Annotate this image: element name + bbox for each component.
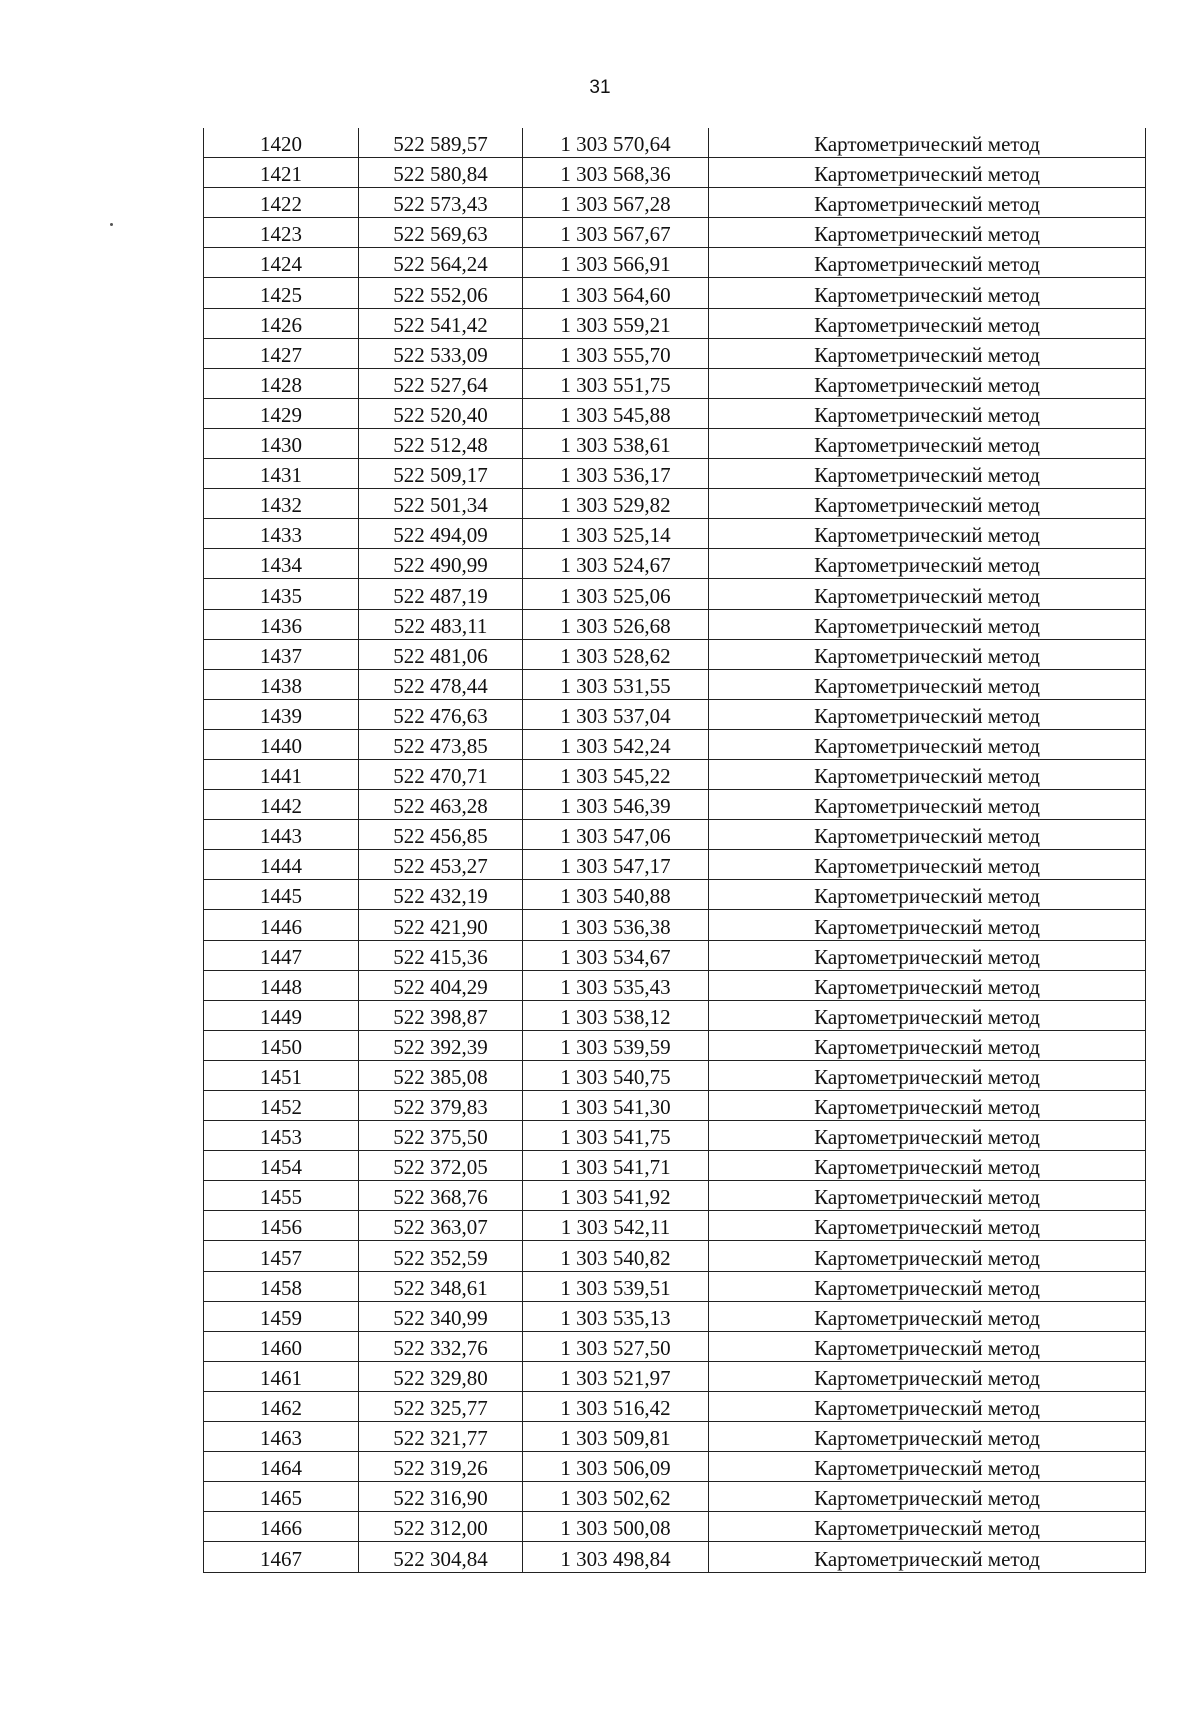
x-coordinate-cell: 522 473,85	[359, 729, 523, 759]
point-number-cell: 1461	[204, 1361, 359, 1391]
y-coordinate-cell: 1 303 546,39	[523, 790, 709, 820]
y-coordinate-cell: 1 303 525,06	[523, 579, 709, 609]
x-coordinate-cell: 522 385,08	[359, 1060, 523, 1090]
y-coordinate-cell: 1 303 538,61	[523, 428, 709, 458]
method-cell: Картометрический метод	[709, 459, 1146, 489]
y-coordinate-cell: 1 303 527,50	[523, 1331, 709, 1361]
x-coordinate-cell: 522 372,05	[359, 1151, 523, 1181]
point-number-cell: 1458	[204, 1271, 359, 1301]
x-coordinate-cell: 522 527,64	[359, 368, 523, 398]
method-cell: Картометрический метод	[709, 729, 1146, 759]
y-coordinate-cell: 1 303 528,62	[523, 639, 709, 669]
y-coordinate-cell: 1 303 541,92	[523, 1181, 709, 1211]
y-coordinate-cell: 1 303 567,67	[523, 218, 709, 248]
table-row	[204, 579, 1146, 609]
y-coordinate-cell: 1 303 537,04	[523, 699, 709, 729]
y-coordinate-cell: 1 303 502,62	[523, 1482, 709, 1512]
table-row	[204, 1091, 1146, 1121]
x-coordinate-cell: 522 564,24	[359, 248, 523, 278]
point-number-cell: 1446	[204, 910, 359, 940]
x-coordinate-cell: 522 453,27	[359, 850, 523, 880]
table-row	[204, 1030, 1146, 1060]
y-coordinate-cell: 1 303 541,71	[523, 1151, 709, 1181]
method-cell: Картометрический метод	[709, 850, 1146, 880]
point-number-cell: 1432	[204, 489, 359, 519]
method-cell: Картометрический метод	[709, 1452, 1146, 1482]
page-number: 31	[589, 77, 611, 98]
point-number-cell: 1450	[204, 1030, 359, 1060]
table-row	[204, 940, 1146, 970]
y-coordinate-cell: 1 303 567,28	[523, 188, 709, 218]
table-row	[204, 1060, 1146, 1090]
point-number-cell: 1429	[204, 398, 359, 428]
y-coordinate-cell: 1 303 524,67	[523, 549, 709, 579]
point-number-cell: 1426	[204, 308, 359, 338]
table-row	[204, 489, 1146, 519]
method-cell: Картометрический метод	[709, 1271, 1146, 1301]
method-cell: Картометрический метод	[709, 1091, 1146, 1121]
method-cell: Картометрический метод	[709, 158, 1146, 188]
point-number-cell: 1451	[204, 1060, 359, 1090]
point-number-cell: 1442	[204, 790, 359, 820]
method-cell: Картометрический метод	[709, 1482, 1146, 1512]
x-coordinate-cell: 522 340,99	[359, 1301, 523, 1331]
point-number-cell: 1435	[204, 579, 359, 609]
y-coordinate-cell: 1 303 540,75	[523, 1060, 709, 1090]
x-coordinate-cell: 522 363,07	[359, 1211, 523, 1241]
y-coordinate-cell: 1 303 545,88	[523, 398, 709, 428]
x-coordinate-cell: 522 463,28	[359, 790, 523, 820]
method-cell: Картометрический метод	[709, 128, 1146, 158]
y-coordinate-cell: 1 303 539,51	[523, 1271, 709, 1301]
table-row	[204, 1422, 1146, 1452]
table-row	[204, 1181, 1146, 1211]
method-cell: Картометрический метод	[709, 549, 1146, 579]
x-coordinate-cell: 522 421,90	[359, 910, 523, 940]
y-coordinate-cell: 1 303 521,97	[523, 1361, 709, 1391]
x-coordinate-cell: 522 589,57	[359, 128, 523, 158]
x-coordinate-cell: 522 304,84	[359, 1542, 523, 1572]
table-row	[204, 820, 1146, 850]
y-coordinate-cell: 1 303 509,81	[523, 1422, 709, 1452]
table-row	[204, 699, 1146, 729]
point-number-cell: 1453	[204, 1121, 359, 1151]
method-cell: Картометрический метод	[709, 218, 1146, 248]
method-cell: Картометрический метод	[709, 1512, 1146, 1542]
table-row	[204, 1301, 1146, 1331]
x-coordinate-cell: 522 332,76	[359, 1331, 523, 1361]
method-cell: Картометрический метод	[709, 489, 1146, 519]
method-cell: Картометрический метод	[709, 1542, 1146, 1572]
y-coordinate-cell: 1 303 535,43	[523, 970, 709, 1000]
method-cell: Картометрический метод	[709, 248, 1146, 278]
table-row	[204, 970, 1146, 1000]
y-coordinate-cell: 1 303 534,67	[523, 940, 709, 970]
point-number-cell: 1467	[204, 1542, 359, 1572]
table-row	[204, 368, 1146, 398]
table-row	[204, 639, 1146, 669]
method-cell: Картометрический метод	[709, 1331, 1146, 1361]
point-number-cell: 1448	[204, 970, 359, 1000]
table-row	[204, 1512, 1146, 1542]
method-cell: Картометрический метод	[709, 368, 1146, 398]
table-row	[204, 398, 1146, 428]
x-coordinate-cell: 522 415,36	[359, 940, 523, 970]
x-coordinate-cell: 522 316,90	[359, 1482, 523, 1512]
x-coordinate-cell: 522 478,44	[359, 669, 523, 699]
table-row	[204, 459, 1146, 489]
y-coordinate-cell: 1 303 545,22	[523, 759, 709, 789]
y-coordinate-cell: 1 303 551,75	[523, 368, 709, 398]
table-row	[204, 338, 1146, 368]
x-coordinate-cell: 522 512,48	[359, 428, 523, 458]
table-row	[204, 1121, 1146, 1151]
point-number-cell: 1440	[204, 729, 359, 759]
method-cell: Картометрический метод	[709, 609, 1146, 639]
y-coordinate-cell: 1 303 542,11	[523, 1211, 709, 1241]
table-row	[204, 218, 1146, 248]
x-coordinate-cell: 522 329,80	[359, 1361, 523, 1391]
point-number-cell: 1430	[204, 428, 359, 458]
point-number-cell: 1465	[204, 1482, 359, 1512]
x-coordinate-cell: 522 456,85	[359, 820, 523, 850]
table-row	[204, 1542, 1146, 1572]
x-coordinate-cell: 522 552,06	[359, 278, 523, 308]
point-number-cell: 1463	[204, 1422, 359, 1452]
point-number-cell: 1444	[204, 850, 359, 880]
x-coordinate-cell: 522 312,00	[359, 1512, 523, 1542]
y-coordinate-cell: 1 303 570,64	[523, 128, 709, 158]
x-coordinate-cell: 522 494,09	[359, 519, 523, 549]
table-row	[204, 1151, 1146, 1181]
x-coordinate-cell: 522 501,34	[359, 489, 523, 519]
x-coordinate-cell: 522 368,76	[359, 1181, 523, 1211]
point-number-cell: 1421	[204, 158, 359, 188]
table-row	[204, 759, 1146, 789]
y-coordinate-cell: 1 303 555,70	[523, 338, 709, 368]
table-row	[204, 790, 1146, 820]
table-row	[204, 519, 1146, 549]
y-coordinate-cell: 1 303 531,55	[523, 669, 709, 699]
y-coordinate-cell: 1 303 568,36	[523, 158, 709, 188]
coordinates-table	[203, 128, 1146, 1573]
point-number-cell: 1437	[204, 639, 359, 669]
coordinates-table-body	[204, 128, 1146, 1572]
y-coordinate-cell: 1 303 525,14	[523, 519, 709, 549]
point-number-cell: 1457	[204, 1241, 359, 1271]
y-coordinate-cell: 1 303 516,42	[523, 1391, 709, 1421]
point-number-cell: 1466	[204, 1512, 359, 1542]
method-cell: Картометрический метод	[709, 699, 1146, 729]
y-coordinate-cell: 1 303 540,82	[523, 1241, 709, 1271]
table-row	[204, 549, 1146, 579]
method-cell: Картометрический метод	[709, 338, 1146, 368]
x-coordinate-cell: 522 319,26	[359, 1452, 523, 1482]
y-coordinate-cell: 1 303 559,21	[523, 308, 709, 338]
point-number-cell: 1452	[204, 1091, 359, 1121]
point-number-cell: 1434	[204, 549, 359, 579]
x-coordinate-cell: 522 375,50	[359, 1121, 523, 1151]
table-row	[204, 1452, 1146, 1482]
y-coordinate-cell: 1 303 526,68	[523, 609, 709, 639]
method-cell: Картометрический метод	[709, 1181, 1146, 1211]
x-coordinate-cell: 522 398,87	[359, 1000, 523, 1030]
table-row	[204, 1241, 1146, 1271]
x-coordinate-cell: 522 573,43	[359, 188, 523, 218]
y-coordinate-cell: 1 303 540,88	[523, 880, 709, 910]
method-cell: Картометрический метод	[709, 759, 1146, 789]
x-coordinate-cell: 522 580,84	[359, 158, 523, 188]
y-coordinate-cell: 1 303 529,82	[523, 489, 709, 519]
point-number-cell: 1425	[204, 278, 359, 308]
table-row	[204, 188, 1146, 218]
point-number-cell: 1428	[204, 368, 359, 398]
point-number-cell: 1447	[204, 940, 359, 970]
point-number-cell: 1438	[204, 669, 359, 699]
x-coordinate-cell: 522 392,39	[359, 1030, 523, 1060]
point-number-cell: 1445	[204, 880, 359, 910]
point-number-cell: 1456	[204, 1211, 359, 1241]
method-cell: Картометрический метод	[709, 970, 1146, 1000]
method-cell: Картометрический метод	[709, 1241, 1146, 1271]
x-coordinate-cell: 522 487,19	[359, 579, 523, 609]
point-number-cell: 1431	[204, 459, 359, 489]
method-cell: Картометрический метод	[709, 308, 1146, 338]
point-number-cell: 1423	[204, 218, 359, 248]
method-cell: Картометрический метод	[709, 278, 1146, 308]
point-number-cell: 1441	[204, 759, 359, 789]
method-cell: Картометрический метод	[709, 1000, 1146, 1030]
y-coordinate-cell: 1 303 536,38	[523, 910, 709, 940]
point-number-cell: 1433	[204, 519, 359, 549]
table-row	[204, 128, 1146, 158]
method-cell: Картометрический метод	[709, 880, 1146, 910]
table-row	[204, 158, 1146, 188]
x-coordinate-cell: 522 321,77	[359, 1422, 523, 1452]
method-cell: Картометрический метод	[709, 1121, 1146, 1151]
y-coordinate-cell: 1 303 547,17	[523, 850, 709, 880]
y-coordinate-cell: 1 303 535,13	[523, 1301, 709, 1331]
x-coordinate-cell: 522 379,83	[359, 1091, 523, 1121]
x-coordinate-cell: 522 509,17	[359, 459, 523, 489]
x-coordinate-cell: 522 325,77	[359, 1391, 523, 1421]
point-number-cell: 1427	[204, 338, 359, 368]
y-coordinate-cell: 1 303 536,17	[523, 459, 709, 489]
method-cell: Картометрический метод	[709, 579, 1146, 609]
x-coordinate-cell: 522 352,59	[359, 1241, 523, 1271]
method-cell: Картометрический метод	[709, 790, 1146, 820]
scan-speck	[110, 223, 113, 226]
point-number-cell: 1424	[204, 248, 359, 278]
point-number-cell: 1443	[204, 820, 359, 850]
x-coordinate-cell: 522 481,06	[359, 639, 523, 669]
method-cell: Картометрический метод	[709, 1422, 1146, 1452]
y-coordinate-cell: 1 303 542,24	[523, 729, 709, 759]
y-coordinate-cell: 1 303 541,75	[523, 1121, 709, 1151]
method-cell: Картометрический метод	[709, 1060, 1146, 1090]
point-number-cell: 1455	[204, 1181, 359, 1211]
point-number-cell: 1420	[204, 128, 359, 158]
y-coordinate-cell: 1 303 539,59	[523, 1030, 709, 1060]
method-cell: Картометрический метод	[709, 1391, 1146, 1421]
method-cell: Картометрический метод	[709, 428, 1146, 458]
point-number-cell: 1460	[204, 1331, 359, 1361]
table-row	[204, 1000, 1146, 1030]
x-coordinate-cell: 522 404,29	[359, 970, 523, 1000]
table-row	[204, 609, 1146, 639]
method-cell: Картометрический метод	[709, 669, 1146, 699]
method-cell: Картометрический метод	[709, 1151, 1146, 1181]
table-row	[204, 428, 1146, 458]
method-cell: Картометрический метод	[709, 398, 1146, 428]
method-cell: Картометрический метод	[709, 1361, 1146, 1391]
table-row	[204, 850, 1146, 880]
table-row	[204, 1361, 1146, 1391]
point-number-cell: 1464	[204, 1452, 359, 1482]
method-cell: Картометрический метод	[709, 1211, 1146, 1241]
y-coordinate-cell: 1 303 541,30	[523, 1091, 709, 1121]
method-cell: Картометрический метод	[709, 639, 1146, 669]
point-number-cell: 1462	[204, 1391, 359, 1421]
table-row	[204, 248, 1146, 278]
method-cell: Картометрический метод	[709, 188, 1146, 218]
table-row	[204, 1211, 1146, 1241]
x-coordinate-cell: 522 348,61	[359, 1271, 523, 1301]
x-coordinate-cell: 522 476,63	[359, 699, 523, 729]
table-row	[204, 308, 1146, 338]
method-cell: Картометрический метод	[709, 940, 1146, 970]
y-coordinate-cell: 1 303 547,06	[523, 820, 709, 850]
point-number-cell: 1454	[204, 1151, 359, 1181]
y-coordinate-cell: 1 303 538,12	[523, 1000, 709, 1030]
y-coordinate-cell: 1 303 500,08	[523, 1512, 709, 1542]
y-coordinate-cell: 1 303 506,09	[523, 1452, 709, 1482]
x-coordinate-cell: 522 569,63	[359, 218, 523, 248]
x-coordinate-cell: 522 483,11	[359, 609, 523, 639]
table-row	[204, 278, 1146, 308]
point-number-cell: 1459	[204, 1301, 359, 1331]
method-cell: Картометрический метод	[709, 1030, 1146, 1060]
point-number-cell: 1439	[204, 699, 359, 729]
x-coordinate-cell: 522 470,71	[359, 759, 523, 789]
x-coordinate-cell: 522 541,42	[359, 308, 523, 338]
table-row	[204, 910, 1146, 940]
point-number-cell: 1422	[204, 188, 359, 218]
y-coordinate-cell: 1 303 498,84	[523, 1542, 709, 1572]
y-coordinate-cell: 1 303 566,91	[523, 248, 709, 278]
table-row	[204, 1271, 1146, 1301]
method-cell: Картометрический метод	[709, 820, 1146, 850]
table-row	[204, 1331, 1146, 1361]
method-cell: Картометрический метод	[709, 519, 1146, 549]
table-row	[204, 729, 1146, 759]
point-number-cell: 1436	[204, 609, 359, 639]
y-coordinate-cell: 1 303 564,60	[523, 278, 709, 308]
method-cell: Картометрический метод	[709, 910, 1146, 940]
table-row	[204, 669, 1146, 699]
table-row	[204, 1391, 1146, 1421]
point-number-cell: 1449	[204, 1000, 359, 1030]
method-cell: Картометрический метод	[709, 1301, 1146, 1331]
x-coordinate-cell: 522 533,09	[359, 338, 523, 368]
table-row	[204, 880, 1146, 910]
x-coordinate-cell: 522 520,40	[359, 398, 523, 428]
x-coordinate-cell: 522 432,19	[359, 880, 523, 910]
table-row	[204, 1482, 1146, 1512]
x-coordinate-cell: 522 490,99	[359, 549, 523, 579]
